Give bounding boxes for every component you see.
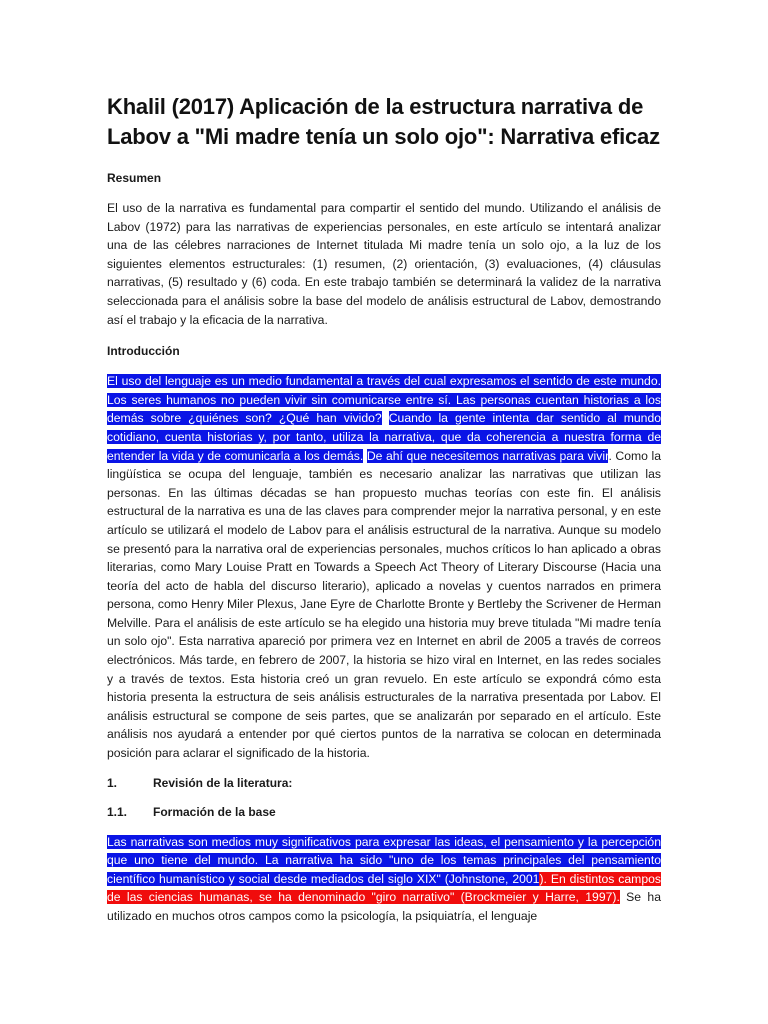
highlight-red-1: ). En distintos campos de las ciencias humanas, se ha denominado "giro narrativo" (Brockmeier y Harre, 1997). xyxy=(107,871,661,905)
intro-paragraph xyxy=(107,372,661,762)
intro-heading: Introducción xyxy=(107,344,180,359)
section-text: Se ha utilizado en muchos otros campos como la psicología, la psiquiatría, el lenguaje xyxy=(107,890,661,923)
abstract-text: El uso de la narrativa es fundamental para compartir el sentido del mundo. Utilizando el análisis de Labov (1972) para las narrativas de experiencias personales, en este artículo se intentará analizar una de las célebres narraciones de Internet titulada Mi madre tenía un solo ojo, a la luz de los siguientes elementos estructurales: (1) resumen, (2) orientación, (3) evaluaciones, (4) cláusulas narrativas, (5) resultado y (6) coda. En este trabajo también se determinará la validez de la narrativa seleccionada para el análisis sobre la base del modelo de análisis estructural de Labov, demostrando así el trabajo y la eficacia de la narrativa. xyxy=(107,201,661,327)
section-1-1-paragraph xyxy=(107,833,661,926)
highlight-blue-2: Cuando la gente intenta dar sentido al mundo cotidiano, cuenta historias y, por tanto, utiliza la narrativa, que da coherencia a nuestra forma de entender la vida y de comunicarla a los demás. xyxy=(107,411,662,463)
section-title: Revisión de la literatura: xyxy=(153,775,293,790)
section-number: 1.1. xyxy=(107,804,128,819)
highlight-blue-4: Las narrativas son medios muy significativos para expresar las ideas, el pensamiento y la percepción que uno tiene del mundo. La narrativa ha sido "uno de los temas principales del pensamiento científico humanístico y social desde mediados del siglo XIX" (Johnstone, 2001 xyxy=(107,834,661,886)
section-title: Formación de la base xyxy=(153,804,276,819)
paper-title: Khalil (2017) Aplicación de la estructura narrativa de Labov a "Mi madre tenía un solo ojo": Narrativa eficaz xyxy=(107,94,660,149)
section-1-1-heading xyxy=(107,804,661,821)
intro-text: . Como la lingüística se ocupa del lenguaje, también es necesario analizar las narrativas que utilizan las personas. En las últimas décadas se han propuesto muchas teorías con este fin. El análisis estructural de la narrativa es una de las claves para comprender mejor la narrativa personal, y en este artículo se utilizará el modelo de Labov para el análisis estructural de la narrativa. Aunque su modelo se presentó para la narrativa oral de experiencias personales, muchos críticos lo han aplicado a obras literarias, como Mary Louise Pratt en Towards a Speech Act Theory of Literary Discourse (Hacia una teoría del acto de habla del discurso literario), aplicado a novelas y cuentos narrados en primera persona, como Henry Miler Plexus, Jane Eyre de Charlotte Bronte y Bertleby the Scrivener de Herman Melville. Para el análisis de este artículo se ha elegido una historia muy breve titulada "Mi madre tenía un solo ojo". Esta narrativa apareció por primera vez en Internet en abril de 2005 a través de correos electrónicos. Más tarde, en febrero de 2007, la historia se hizo viral en Internet, en las redes sociales y a través de textos. Esta historia creó un gran revuelo. En este artículo se expondrá cómo esta historia presenta la estructura de seis análisis estructurales de la narrativa presentada por Labov. El análisis estructural se compone de seis partes, que se analizarán por separado en el artículo. Este análisis nos ayudará a entender por qué ciertos puntos de la narrativa se colocan en determinada posición para aclarar el significado de la historia. xyxy=(107,448,661,761)
highlight-blue-3: De ahí que necesitemos narrativas para vivir xyxy=(366,448,609,463)
section-number: 1. xyxy=(107,775,118,790)
abstract-heading: Resumen xyxy=(107,171,162,185)
highlight-blue-1: El uso del lenguaje es un medio fundamental a través del cual expresamos el sentido de este mundo. Los seres humanos no pueden vivir sin comunicarse entre sí. Las personas cuentan historias a los demás sobre ¿quiénes son? ¿Qué han vivido? xyxy=(107,374,661,426)
section-1-heading xyxy=(107,775,661,792)
